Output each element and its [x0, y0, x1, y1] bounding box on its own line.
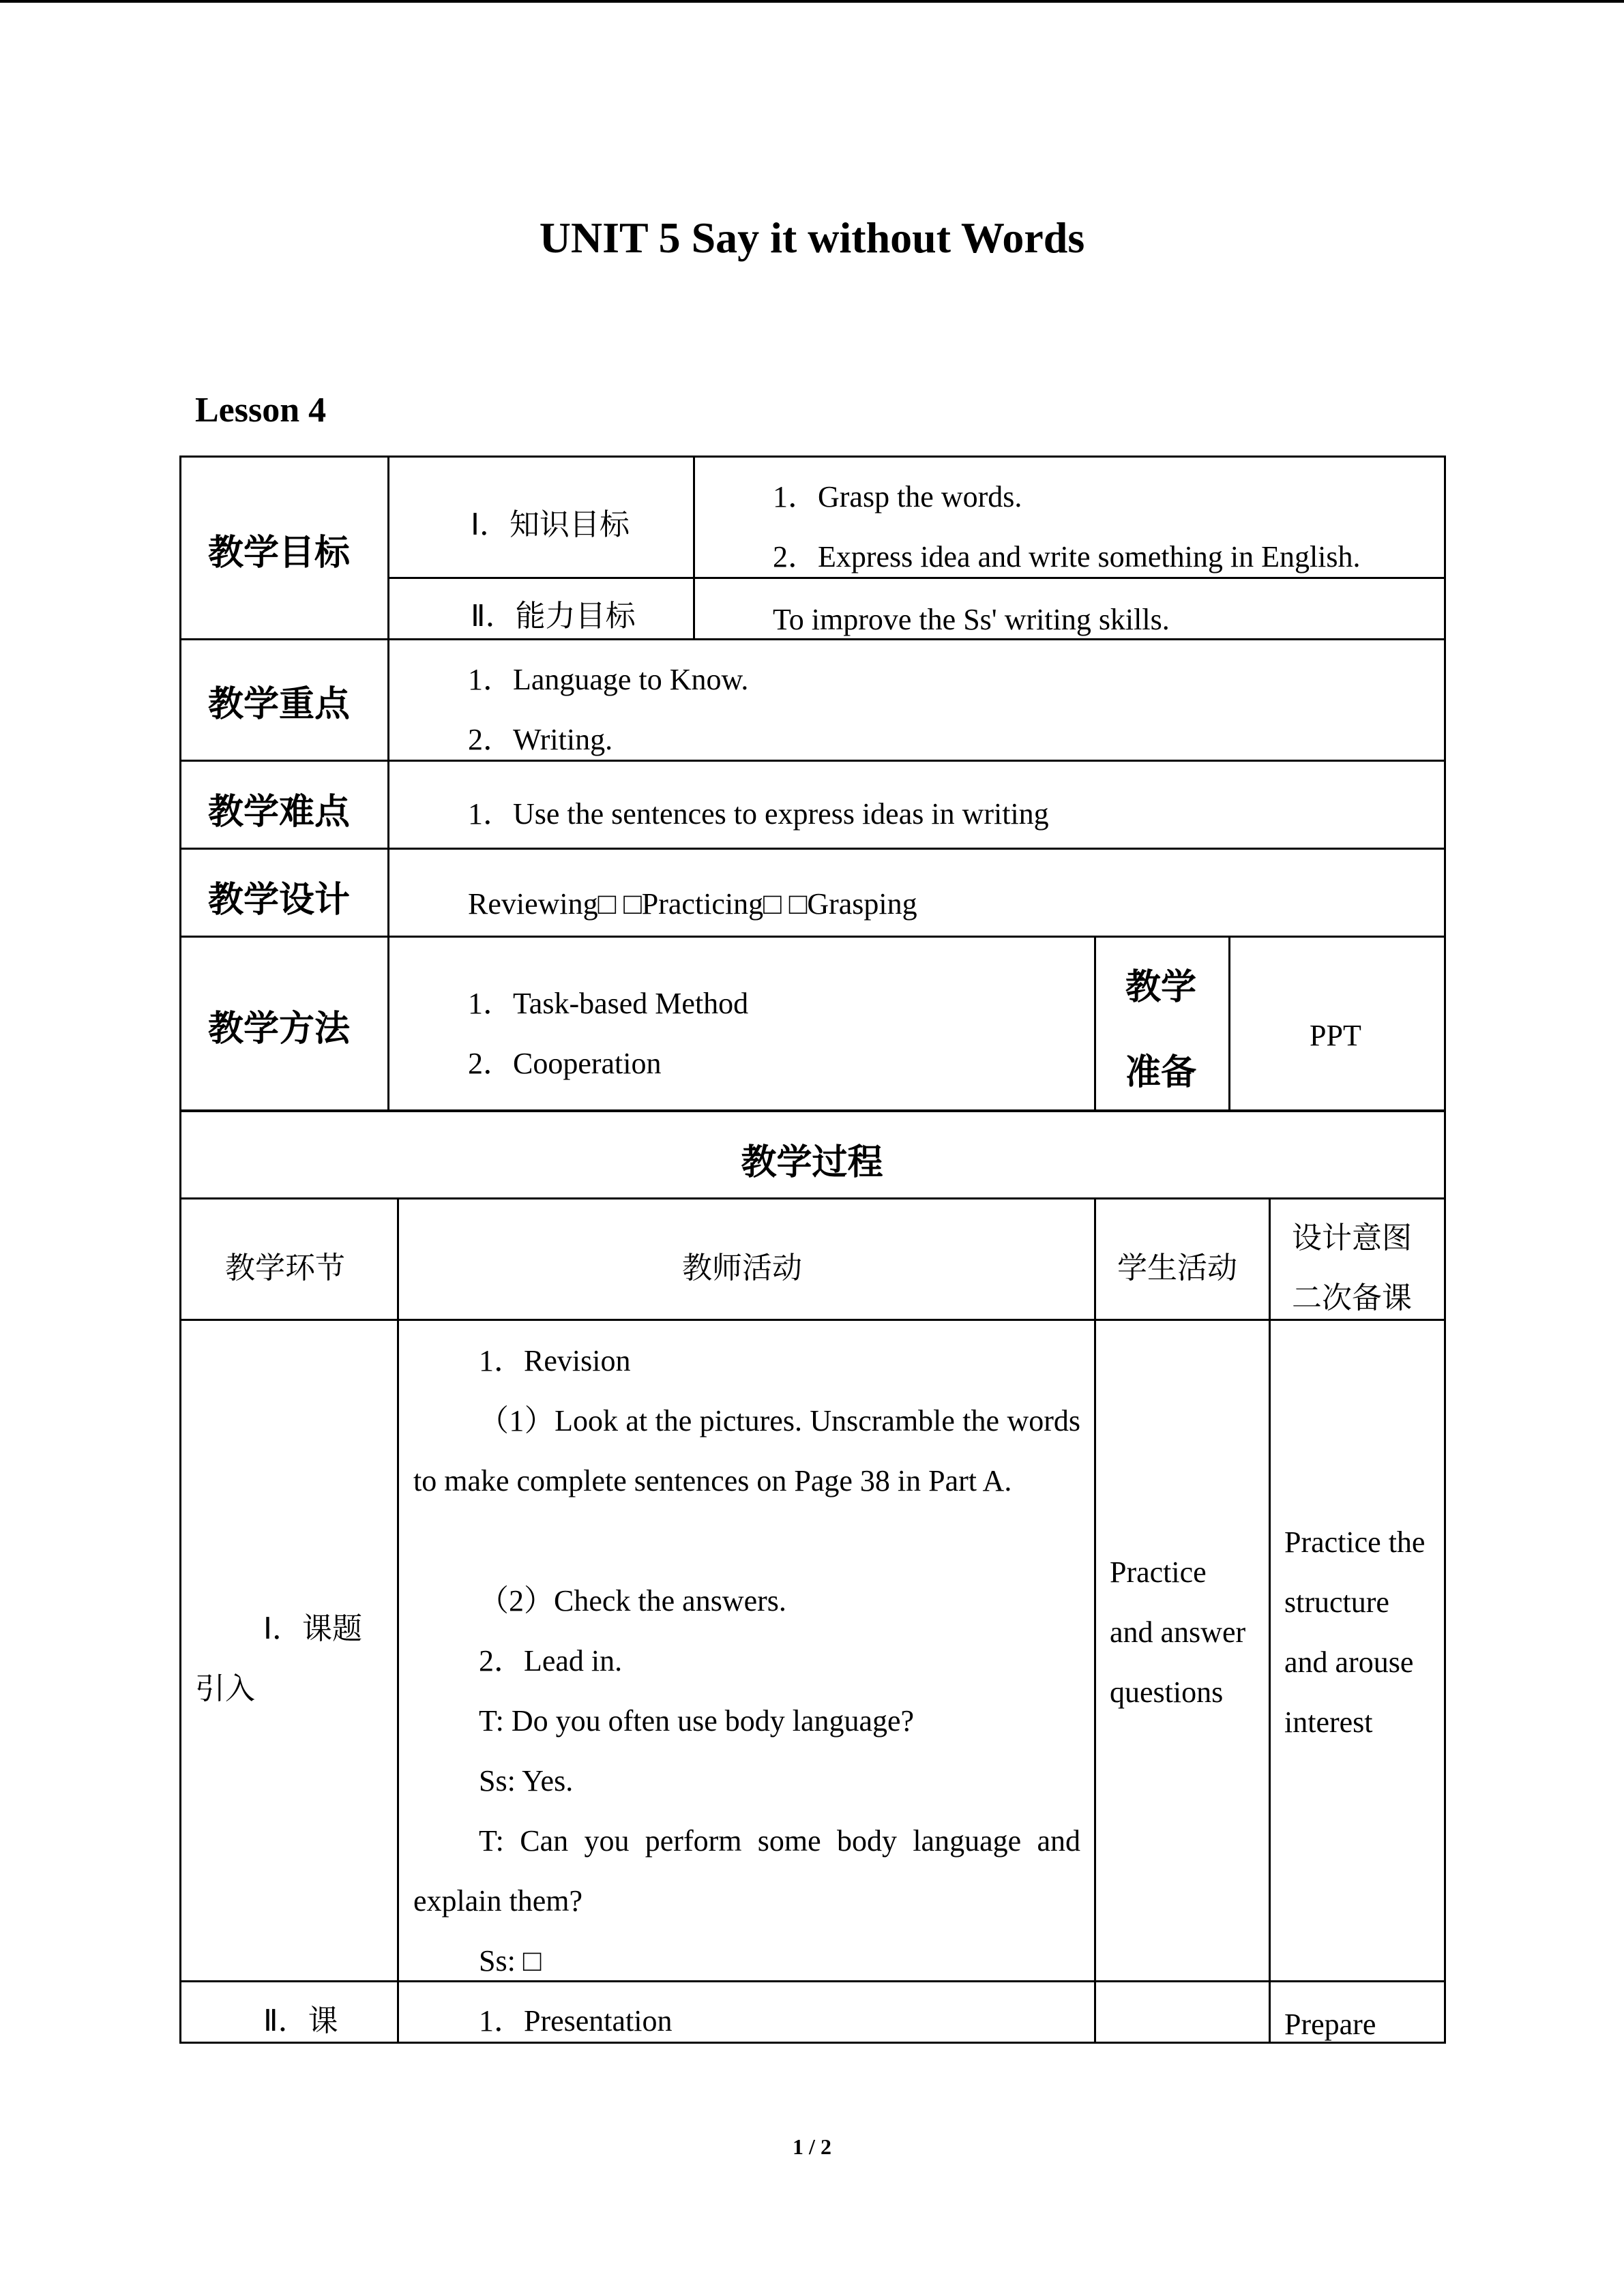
knowledge-objective-label: Ⅰ．知识目标 — [471, 507, 630, 542]
teacher-line: 2．Lead in. — [479, 1644, 623, 1678]
teacher-line: （1）Look at the pictures. Unscramble the words to make complete sentences on Page 38 in Part A. — [413, 1404, 1080, 1497]
stage-presentation: Ⅱ．课 — [263, 2003, 338, 2038]
header-stage: 教学环节 — [225, 1251, 345, 1285]
header-teacher-activity: 教师活动 — [682, 1251, 802, 1285]
objectives-label: 教学目标 — [208, 533, 351, 573]
process-title: 教学过程 — [741, 1142, 883, 1183]
page-indicator: 1 / 2 — [793, 2134, 831, 2159]
header-student-activity: 学生活动 — [1117, 1251, 1237, 1285]
design-intent-intro: Practice the structure and arouse interest — [1284, 1525, 1426, 1739]
method-item: 2．Cooperation — [468, 1047, 662, 1080]
lesson-heading: Lesson 4 — [195, 391, 327, 430]
teacher-line: T: Do you often use body language? — [479, 1704, 915, 1738]
teacher-line: （2）Check the answers. — [479, 1584, 786, 1617]
key-points-label: 教学重点 — [208, 684, 351, 725]
design-intent-presentation: Prepare — [1284, 2008, 1376, 2041]
methods-label: 教学方法 — [208, 1009, 351, 1049]
difficulties-label: 教学难点 — [208, 792, 351, 833]
preparation-label: 教学 — [1125, 967, 1197, 1008]
knowledge-objective-item: 1．Grasp the words. — [773, 480, 1022, 513]
design-text: Reviewing□ □Practicing□ □Grasping — [468, 887, 917, 921]
preparation-label: 准备 — [1125, 1052, 1197, 1093]
key-point-item: 1．Language to Know. — [468, 663, 749, 696]
student-activity-intro: Practice and answer questions — [1110, 1555, 1246, 1709]
header-design-intent: 设计意图 — [1292, 1221, 1412, 1255]
method-item: 1．Task-based Method — [468, 987, 749, 1020]
design-label: 教学设计 — [208, 880, 351, 921]
key-point-item: 2．Writing. — [468, 723, 613, 756]
difficulty-item: 1．Use the sentences to express ideas in writing — [468, 797, 1049, 831]
preparation-value: PPT — [1310, 1019, 1361, 1052]
ability-objective-text: To improve the Ss' writing skills. — [773, 603, 1170, 636]
teacher-line: Ss: □ — [479, 1944, 542, 1978]
document-title: UNIT 5 Say it without Words — [539, 213, 1085, 262]
header-lesson-prep: 二次备课 — [1292, 1281, 1412, 1315]
teacher-line: 1．Revision — [479, 1344, 631, 1377]
teacher-activity-presentation: 1．Presentation — [479, 2004, 673, 2038]
ability-objective-label: Ⅱ．能力目标 — [471, 599, 636, 633]
stage-intro: Ⅰ．课题引入 — [195, 1611, 362, 1706]
teacher-line: T: Can you perform some body language and explain them? — [413, 1824, 1080, 1918]
top-border-line — [0, 0, 1624, 3]
teacher-line: Ss: Yes. — [479, 1764, 574, 1798]
knowledge-objective-item: 2．Express idea and write something in English. — [773, 540, 1361, 573]
